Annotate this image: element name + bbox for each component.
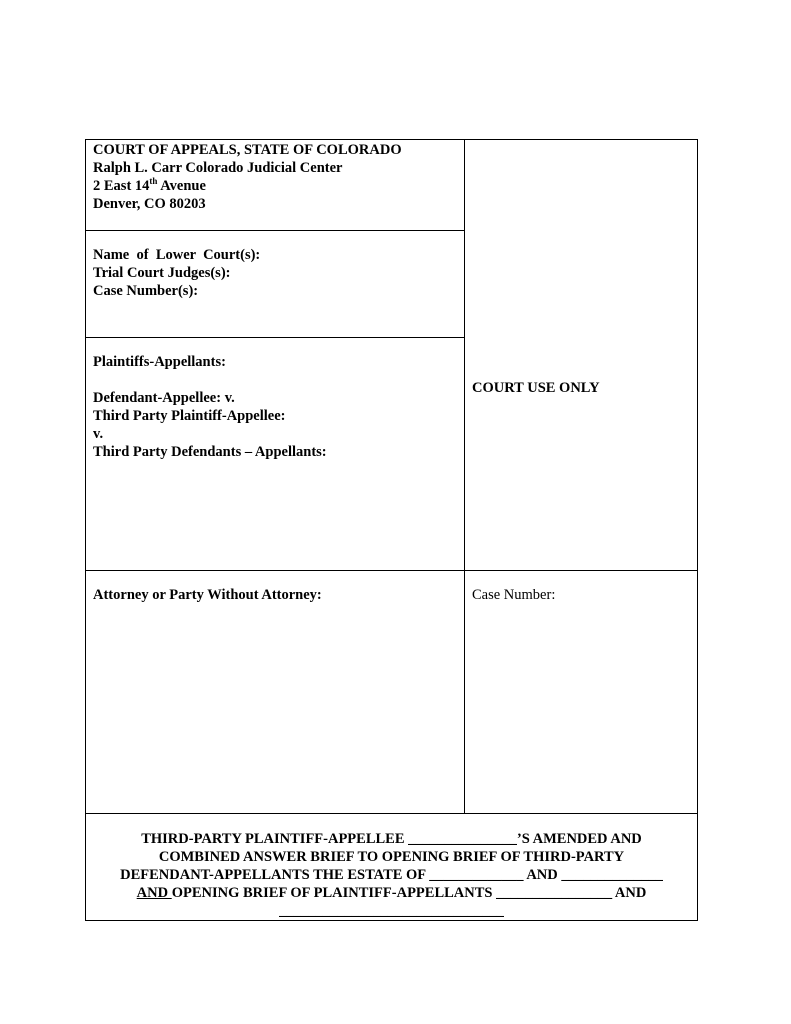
spacer (93, 371, 327, 389)
brief-title-line-2: COMBINED ANSWER BRIEF TO OPENING BRIEF OF THIRD-PARTY (158, 849, 625, 865)
versus-label: v. (93, 426, 104, 442)
defendant-label: Defendant-Appellee: v. (93, 390, 235, 406)
brief-title-line-5: _______________________________ (279, 903, 504, 919)
row-divider-attorney (86, 813, 697, 814)
caption-table (85, 139, 698, 921)
court-building: Ralph L. Carr Colorado Judicial Center (93, 160, 343, 176)
lower-court-name-label: Name of Lower Court(s): (93, 247, 261, 263)
trial-judges-label: Trial Court Judges(s): (93, 265, 231, 281)
brief-title (86, 830, 697, 920)
row-divider-lower-court (86, 337, 464, 338)
third-party-defendants-label: Third Party Defendants – Appellants: (93, 444, 327, 460)
court-name: COURT OF APPEALS, STATE OF COLORADO (93, 142, 402, 158)
brief-title-line-3: DEFENDANT-APPELLANTS THE ESTATE OF _____________ AND ______________ (120, 867, 663, 883)
court-street: 2 East 14th Avenue (93, 176, 206, 194)
column-divider (464, 140, 465, 813)
court-city: Denver, CO 80203 (93, 196, 206, 212)
third-party-plaintiff-label: Third Party Plaintiff-Appellee: (93, 408, 286, 424)
lower-court-block (93, 246, 260, 300)
parties-block (93, 353, 327, 461)
plaintiffs-label: Plaintiffs-Appellants: (93, 354, 226, 370)
row-divider-parties (86, 570, 697, 571)
case-numbers-label: Case Number(s): (93, 283, 199, 299)
brief-title-line-4: AND OPENING BRIEF OF PLAINTIFF-APPELLANTS ________________ AND (136, 885, 647, 901)
case-number-label: Case Number: (472, 587, 556, 603)
row-divider-court (86, 230, 464, 231)
brief-title-line-1: THIRD-PARTY PLAINTIFF-APPELLEE _______________’S AMENDED AND (141, 831, 642, 847)
court-use-only: COURT USE ONLY (472, 380, 600, 396)
court-address-block (93, 141, 402, 213)
attorney-label: Attorney or Party Without Attorney: (93, 587, 322, 603)
